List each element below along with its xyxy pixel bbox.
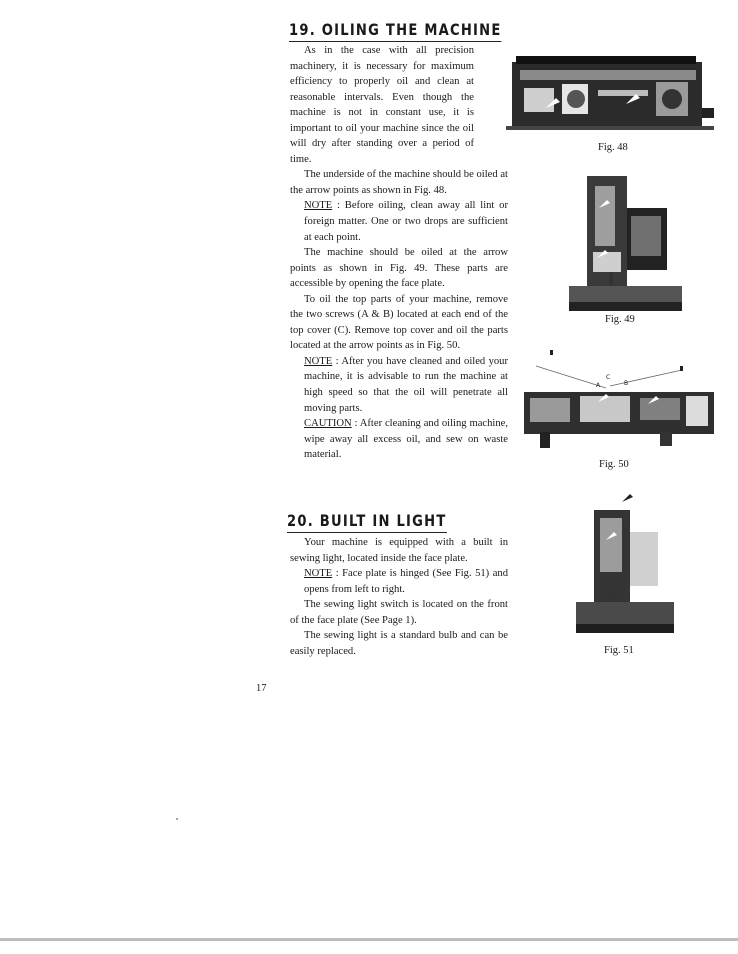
section-19-paragraph-2: The underside of the machine should be oiled at the arrow points as shown in Fig. 48.	[290, 169, 508, 196]
face-plate-open-illustration	[569, 168, 682, 311]
section-19-note-1	[290, 198, 508, 245]
caution-text: : After cleaning and oiling machine, wipe away all excess oil, and sew on waste material.	[304, 418, 508, 461]
figure-49-caption: Fig. 49	[605, 314, 635, 325]
note-label: NOTE	[304, 355, 333, 367]
machine-underside-illustration	[506, 48, 714, 140]
section-19-body	[290, 43, 508, 463]
note-text: : After you have cleaned and oiled your machine, it is advisable to run the machine at high speed so that the oil will penetrate all moving parts.	[304, 355, 508, 414]
section-19-note-2	[290, 354, 508, 416]
figure-50-image	[510, 340, 720, 452]
note-label: NOTE	[304, 200, 333, 212]
figure-49-image	[569, 168, 682, 311]
scan-speck	[176, 818, 178, 820]
section-19-caution	[290, 416, 508, 463]
figure-50-label-a: A	[596, 382, 601, 389]
section-19-paragraph-4: To oil the top parts of your machine, remove the two screws (A & B) located at each end of the top cover (C). Remove top cover and oil the parts located at the arrow points as in Fig. 50.	[290, 293, 508, 352]
note-label: NOTE	[304, 568, 333, 580]
figure-51-image	[576, 490, 674, 633]
face-plate-hinged-illustration	[576, 490, 674, 633]
section-19-paragraph-3: The machine should be oiled at the arrow points as shown in Fig. 49. These parts are accessible by opening the face plate.	[290, 247, 508, 290]
caution-label: CAUTION	[304, 418, 352, 430]
figure-50-label-c: C	[606, 374, 611, 381]
figure-50-label-b: B	[624, 380, 629, 387]
section-20-heading: 20. BUILT IN LIGHT	[287, 511, 447, 533]
figure-50-caption: Fig. 50	[599, 459, 629, 470]
page-number: 17	[256, 683, 267, 694]
section-19-paragraph-1: As in the case with all precision machinery, it is necessary for maximum efficiency to properly oil and clean at reasonable intervals. Even though the machine is not in constant use, it is important to oil your machine since the oil will dry after standing over a period of time.	[290, 45, 474, 165]
section-20-paragraph-2: The sewing light switch is located on the front of the face plate (See Page 1).	[290, 599, 508, 626]
section-20-body	[290, 535, 508, 659]
section-20-paragraph-3: The sewing light is a standard bulb and can be easily replaced.	[290, 630, 508, 657]
figure-48-caption: Fig. 48	[598, 142, 628, 153]
note-text: : Face plate is hinged (See Fig. 51) and opens from left to right.	[304, 568, 508, 595]
top-cover-removed-illustration	[510, 340, 720, 452]
scan-bottom-edge	[0, 938, 738, 941]
figure-51-caption: Fig. 51	[604, 645, 634, 656]
section-19-heading: 19. OILING THE MACHINE	[289, 20, 502, 42]
section-20-paragraph-1: Your machine is equipped with a built in sewing light, located inside the face plate.	[290, 537, 508, 564]
figure-48-image	[506, 48, 714, 140]
note-text: : Before oiling, clean away all lint or foreign matter. One or two drops are sufficient at each point.	[304, 200, 508, 243]
section-20-note	[290, 566, 508, 597]
